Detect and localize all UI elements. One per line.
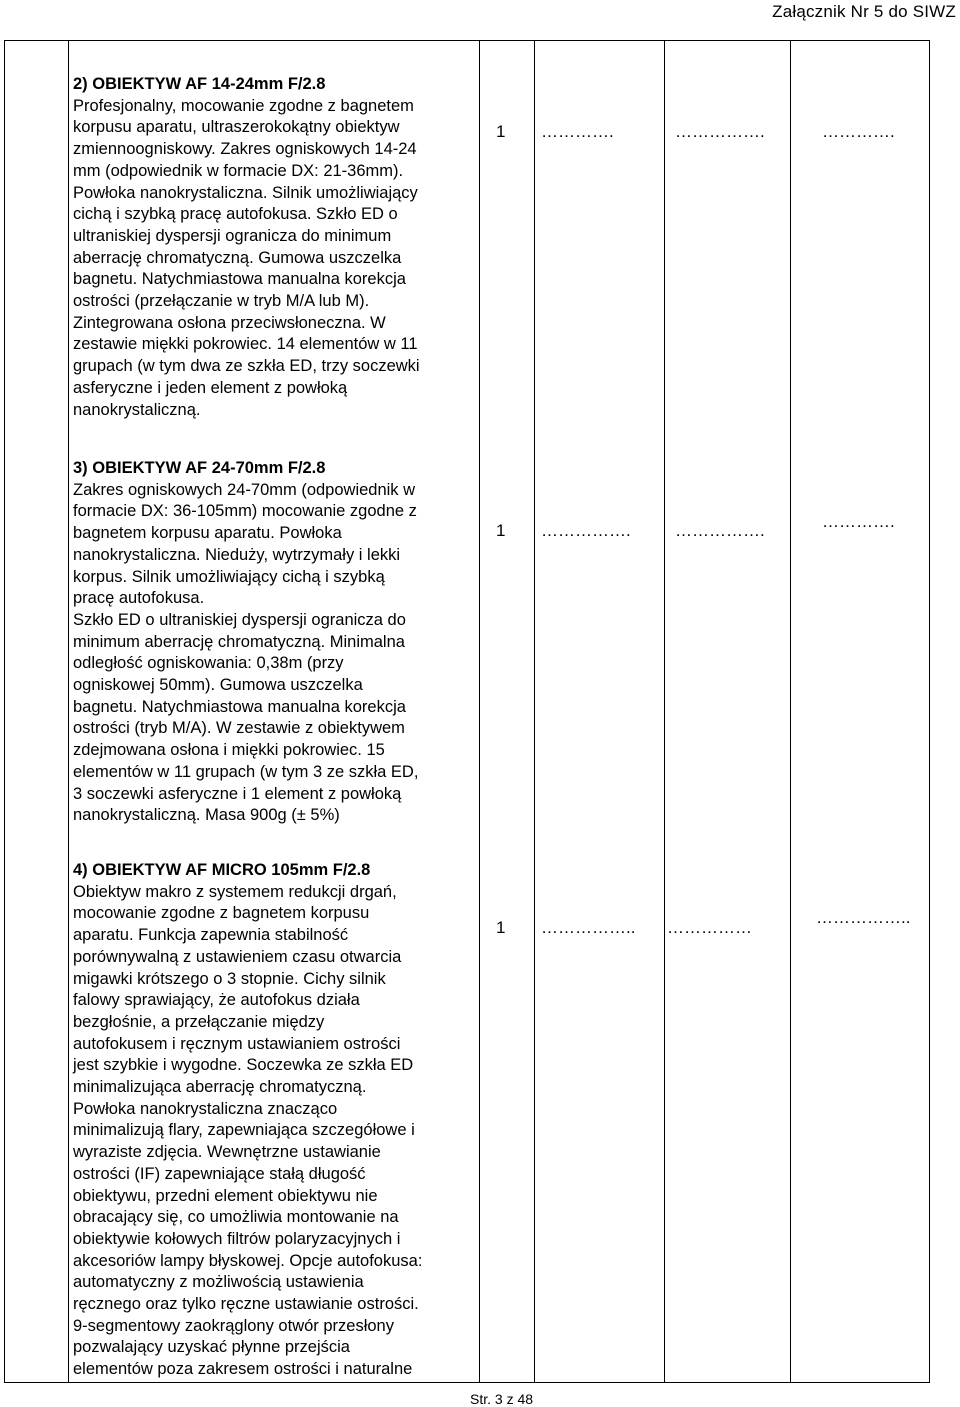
quantity-value: 1 (496, 122, 506, 141)
quantity-value: 1 (496, 521, 506, 540)
page-number: Str. 3 z 48 (470, 1391, 534, 1407)
desc-line: obiektywie kołowych filtrów polaryzacyjnych i (73, 1229, 401, 1248)
desc-line: formacie DX: 36-105mm) mocowanie zgodne z (73, 502, 417, 521)
desc-line: porównywalną z ustawieniem czasu otwarcia (73, 947, 402, 966)
gross-value-placeholder: …………. (822, 122, 895, 141)
unit-price-placeholder: …………….. (541, 918, 636, 937)
desc-line: cichą i szybką pracę autofokusa. Szkło ED o (73, 205, 398, 224)
item-title: 4) OBIEKTYW AF MICRO 105mm F/2.8 (73, 861, 371, 879)
column-divider (790, 40, 791, 1383)
desc-line: minimum aberrację chromatyczną. Minimalna (73, 632, 405, 651)
net-value-placeholder: …………… (667, 918, 752, 937)
desc-line: Szkło ED o ultraniskiej dyspersji ogranicza do (73, 610, 406, 629)
desc-line: akcesoriów lampy błyskowej. Opcje autofokusa: (73, 1251, 423, 1270)
column-divider (534, 40, 535, 1383)
desc-line: automatyczny z możliwością ustawienia (73, 1273, 364, 1292)
desc-line: minimalizująca aberrację chromatyczną. (73, 1078, 367, 1097)
desc-line: nanokrystaliczna. Nieduży, wytrzymały i lekki (73, 545, 401, 564)
attachment-header: Załącznik Nr 5 do SIWZ (772, 2, 956, 21)
desc-line: elementów w 11 grupach (w tym 3 ze szkła ED, (73, 762, 419, 781)
desc-line: Zakres ogniskowych 24-70mm (odpowiednik w (73, 480, 416, 499)
desc-line: zdejmowana osłona i miękki pokrowiec. 15 (73, 741, 385, 760)
desc-line: Obiektyw makro z systemem redukcji drgań, (73, 882, 397, 901)
desc-line: falowy sprawiający, że autofokus działa (73, 991, 360, 1010)
desc-line: obracający się, co umożliwia montowanie na (73, 1208, 399, 1227)
desc-line: bezgłośnie, a przełączanie między (73, 1012, 325, 1031)
desc-line: minimalizują flary, zapewniająca szczegółowe i (73, 1121, 415, 1140)
desc-line: nanokrystaliczną. Masa 900g (± 5%) (73, 806, 340, 825)
desc-line: mocowanie zgodne z bagnetem korpusu (73, 904, 370, 923)
desc-line: korpusu aparatu, ultraszerokokątny obiektyw (73, 118, 400, 137)
desc-line: nanokrystaliczną. (73, 400, 201, 419)
desc-line: obiektywu, przedni element obiektywu nie (73, 1186, 378, 1205)
item-description-2 (73, 74, 477, 421)
unit-price-placeholder: …………. (541, 122, 614, 141)
desc-line: ultraniskiej dyspersji ogranicza do minimum (73, 226, 392, 245)
desc-line: ręcznego oraz tylko ręczne ustawianie ostrości. (73, 1295, 419, 1314)
desc-line: Zintegrowana osłona przeciwsłoneczna. W (73, 313, 386, 332)
desc-line: ostrości (IF) zapewniające stałą długość (73, 1164, 366, 1183)
gross-value-placeholder: …………. (822, 512, 895, 531)
desc-line: zestawie miękki pokrowiec. 14 elementów w 11 (73, 335, 418, 354)
desc-line: 9-segmentowy zaokrąglony otwór przesłony (73, 1316, 394, 1335)
desc-line: bagnetem korpusu aparatu. Powłoka (73, 524, 342, 543)
desc-line: Profesjonalny, mocowanie zgodne z bagnetem (73, 96, 414, 115)
desc-line: asferyczne i jeden element z powłoką (73, 378, 348, 397)
desc-line: korpus. Silnik umożliwiający cichą i szybką (73, 567, 385, 586)
desc-line: jest szybkie i wygodne. Soczewka ze szkła ED (73, 1056, 414, 1075)
desc-line: ostrości (przełączanie w tryb M/A lub M). (73, 292, 370, 311)
net-value-placeholder: ……………. (675, 122, 765, 141)
desc-line: aparatu. Funkcja zapewnia stabilność (73, 926, 349, 945)
desc-line: pozwalający uzyskać płynne przejścia (73, 1338, 350, 1357)
desc-line: aberrację chromatyczną. Gumowa uszczelka (73, 248, 402, 267)
desc-line: migawki krótszego o 3 stopnie. Cichy silnik (73, 969, 386, 988)
column-divider (479, 40, 480, 1383)
desc-line: bagnetu. Natychmiastowa manualna korekcja (73, 270, 406, 289)
desc-line: ogniskowej 50mm). Gumowa uszczelka (73, 676, 363, 695)
unit-price-placeholder: ……………. (541, 521, 631, 540)
desc-line: Powłoka nanokrystaliczna. Silnik umożliwiający (73, 183, 418, 202)
gross-value-placeholder: …………….. (816, 908, 911, 927)
desc-line: Powłoka nanokrystaliczna znacząco (73, 1099, 338, 1118)
quantity-value: 1 (496, 918, 506, 937)
desc-line: elementów poza zakresem ostrości i naturalne (73, 1360, 413, 1379)
desc-line: pracę autofokusa. (73, 589, 205, 608)
desc-line: zmiennoogniskowy. Zakres ogniskowych 14-24 (73, 140, 417, 159)
desc-line: ostrości (tryb M/A). W zestawie z obiektywem (73, 719, 405, 738)
item-description-3 (73, 458, 477, 827)
item-title: 2) OBIEKTYW AF 14-24mm F/2.8 (73, 75, 326, 93)
item-description-4 (73, 860, 477, 1381)
net-value-placeholder: ……………. (675, 521, 765, 540)
desc-line: wyraziste zdjęcia. Wewnętrzne ustawianie (73, 1143, 381, 1162)
column-divider (68, 40, 69, 1383)
column-divider (664, 40, 665, 1383)
desc-line: 3 soczewki asferyczne i 1 element z powłoką (73, 784, 402, 803)
desc-line: grupach (w tym dwa ze szkła ED, trzy soczewki (73, 357, 420, 376)
desc-line: mm (odpowiednik w formacie DX: 21-36mm). (73, 161, 404, 180)
item-title: 3) OBIEKTYW AF 24-70mm F/2.8 (73, 459, 326, 477)
desc-line: bagnetu. Natychmiastowa manualna korekcja (73, 697, 406, 716)
desc-line: autofokusem i ręcznym ustawianiem ostrości (73, 1034, 401, 1053)
desc-line: odległość ogniskowania: 0,38m (przy (73, 654, 344, 673)
